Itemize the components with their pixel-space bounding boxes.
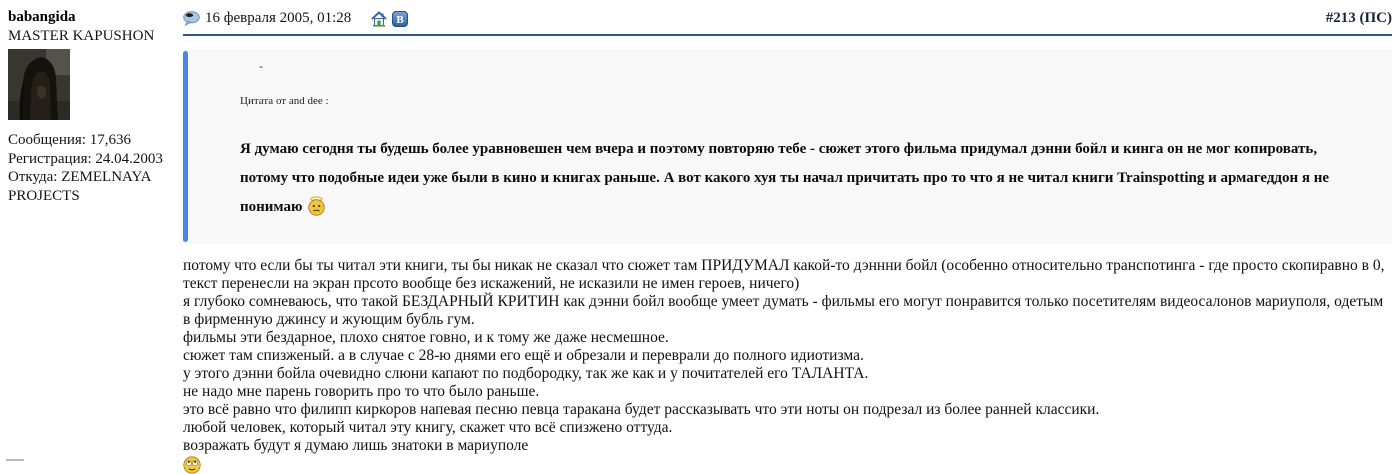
poster-stat-line: Регистрация: 24.04.2003 [8, 150, 163, 167]
poster-avatar[interactable] [8, 49, 70, 120]
poster-stat-line: Сообщения: 17,636 [8, 132, 131, 148]
poster-info [8, 8, 180, 205]
poster-user-title: MASTER KAPUSHON [8, 28, 155, 44]
quote-block [183, 49, 1392, 244]
angel-smiley-icon [307, 196, 326, 216]
poster-stats [8, 131, 180, 205]
post-text-line: возражать будут я думаю лишь знатоки в мариуполе [183, 437, 529, 454]
post-text-line: не надо мне парень говорить про то что было раньше. [183, 383, 540, 400]
quote-attribution: Цитата от and dee : [240, 95, 329, 107]
post-text-line: потому что если бы ты читал эти книги, ты бы никак не сказал что сюжет там ПРИДУМАЛ какой-то дэннни бойл (особенно относительно транспотинга - где просто скопиравно в 0, текст перенесли на экран прсото вообще без искажений, не исказили не имен героев, ничего) [183, 257, 1385, 292]
post-text-line: сюжет там спизженый. а в случае с 28-ю днями его ещё и обрезали и переврали до полного идиотизма. [183, 347, 864, 364]
post-text-line: я глубоко сомневаюсь, что такой БЕЗДАРНЫЙ КРИТИН как дэнни бойл вообще умеет думать - фильмы его могут понравится только посетителям видеосалонов мариуполя, одетым в фирменную джинсу и жующим бубль гум. [183, 293, 1384, 328]
post-date: 16 февраля 2005, 01:28 [205, 10, 352, 26]
post-number-link[interactable]: #213 (ПС) [1325, 10, 1392, 26]
post-header [183, 8, 1392, 29]
post-area [183, 8, 1392, 474]
post-text-line: фильмы эти бездарное, плохо снятое говно, и к тому же даже несмешное. [183, 329, 669, 346]
quote-text-content: Я думаю сегодня ты будешь более уравновешен чем вчера и поэтому повторяю тебе - сюжет этого фильма придумал дэнни бойл и кинга он не мог копировать, потому что подобные идеи уже были в кино и книгах раньше. А вот какого хуя ты начал причитать про то что я не читал книги Trainspotting и армагеддон я не понимаю [240, 141, 1330, 215]
quote-left-bar [183, 51, 188, 242]
header-icons [371, 11, 408, 27]
poster-stat-line: Откуда: ZEMELNAYA PROJECTS [8, 169, 151, 204]
post-text-line: это всё равно что филипп киркоров напевая песню певца таракана будет рассказывать что эти ноты он подрезал из более ранней классики. [183, 401, 1100, 418]
quote-collapse-glyph: - [259, 59, 263, 73]
speech-bubble-icon [183, 11, 200, 26]
post-text-line: любой человек, который читал эту книгу, скажет что всё спизжено оттуда. [183, 419, 673, 436]
quote-text [240, 135, 1332, 222]
svg-text:B: B [396, 13, 404, 26]
vbulletin-icon[interactable] [392, 11, 408, 27]
signature-separator-artifact [6, 459, 24, 464]
poster-username[interactable]: babangida [8, 9, 76, 25]
post-body [183, 257, 1392, 455]
home-icon[interactable] [371, 11, 387, 27]
post-text-line: у этого дэнни бойла очевидно слюни капают по подбородку, так же как и у почитателей его ТАЛАНТА. [183, 365, 869, 382]
header-divider [183, 34, 1392, 36]
rolleyes-smiley-icon [183, 456, 201, 474]
